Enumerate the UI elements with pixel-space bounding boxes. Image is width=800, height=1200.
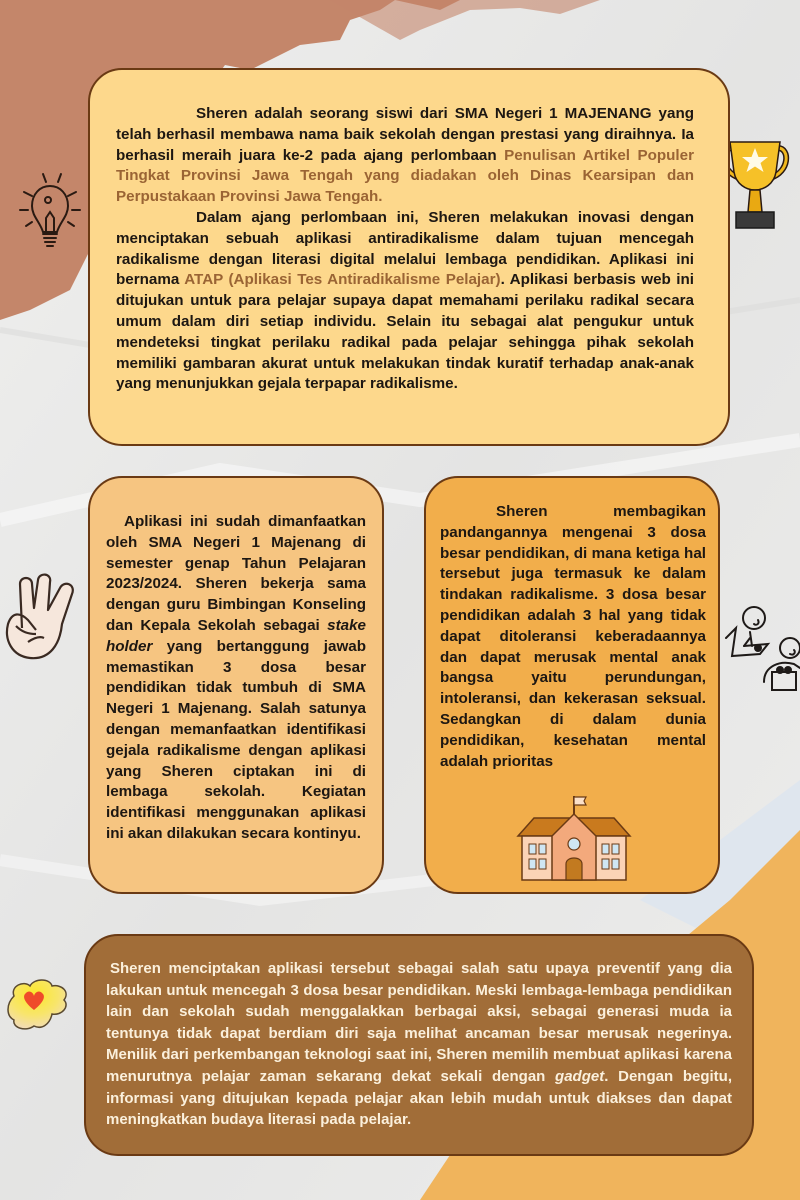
stakeholder-term: stake holder [106,616,366,655]
motivation-paragraph: Sheren menciptakan aplikasi tersebut sebagai salah satu upaya preventif yang dia lakukan untuk mencegah 3 dosa besar pendidikan. Meski lembaga-lembaga pendidikan lain dan sekolah sudah menggalakkan berbagai aksi, sebagai generasi muda ia tentunya tidak dapat berdiam diri saja melihat ancaman besar merusak negerinya. Menilik dari perkembangan teknologi saat ini, Sheren memilih membuat aplikasi karena menurutnya pelajar zaman sekarang dekat sekali dengan gadget. Dengan begitu, informasi yang ditujukan kepada pelajar akan lebih mudah untuk diakses dan dapat meningkatkan budaya literasi pada pelajar. [106,960,732,1129]
implementation-panel [88,476,384,894]
people-doodle-icon [724,598,800,696]
intro-panel [88,68,730,446]
school-building-icon [516,796,632,882]
intro-paragraph-achievement: Sheren adalah seorang siswi dari SMA Negeri 1 MAJENANG yang telah berhasil membawa nama baik sekolah dengan prestasi yang diraihnya. Ia berhasil meraih juara ke-2 pada ajang perlombaan Penulisan Artikel Populer Tingkat Provinsi Jawa Tengah yang diadakan oleh Dinas Kearsipan dan Perpustakaan Provinsi Jawa Tengah. [116,105,694,206]
implementation-paragraph: Aplikasi ini sudah dimanfaatkan oleh SMA Negeri 1 Majenang di semester genap Tahun Pelajaran 2023/2024. Sheren bekerja sama dengan guru Bimbingan Konseling dan Kepala Sekolah sebagai stake holder yang bertanggung jawab memastikan 3 dosa besar pendidikan tidak tumbuh di SMA Negeri 1 Majenang. Salah satunya dengan memanfaatkan identifikasi gejala radikalisme dengan aplikasi yang Sheren ciptakan ini di lembaga sekolah. Kegiatan identifikasi menggunakan aplikasi ini akan dilakukan secara kontinyu. [106,513,366,842]
three-fingers-hand-icon [2,568,86,664]
motivation-panel [84,934,754,1156]
app-name: ATAP (Aplikasi Tes Antiradikalisme Pelajar) [184,271,501,289]
gadget-term: gadget [555,1067,605,1085]
three-sins-panel [424,476,720,894]
lightbulb-icon [10,170,90,260]
competition-name: Penulisan Artikel Populer Tingkat Provinsi Jawa Tengah yang diadakan oleh Dinas Kearsipan dan Perpustakaan Provinsi Jawa Tengah. [116,146,694,206]
three-sins-paragraph: Sheren membagikan pandangannya mengenai 3 dosa besar pendidikan, di mana ketiga hal tersebut juga termasuk ke dalam tindakan radikalisme. 3 dosa besar pendidikan adalah 3 hal yang tidak dapat ditoleransi keberadaannya dan dapat merusak mental anak bangsa yaitu perundungan, intoleransi, dan kekerasan seksual. Sedangkan di dalam dunia pendidikan, kesehatan mental adalah prioritas [440,503,706,770]
intro-paragraph-innovation: Dalam ajang perlombaan ini, Sheren melakukan inovasi dengan menciptakan sebuah aplikasi antiradikalisme dalam tujuan mencegah radikalisme dengan literasi digital melalui lembaga pendidikan. Aplikasi ini bernama ATAP (Aplikasi Tes Antiradikalisme Pelajar). Aplikasi berbasis web ini ditujukan untuk para pelajar supaya dapat memahami perilaku radikal secara umum dalam diri setiap individu. Selain itu sebagai alat pengukur untuk mendeteksi tingkat perilaku radikal pada pelajar sehingga pihak sekolah memiliki gambaran akurat untuk melakukan tindak kuratif terhadap anak-anak yang menunjukkan gejala terpapar radikalisme. [116,208,694,393]
heart-cloud-icon [4,976,72,1034]
